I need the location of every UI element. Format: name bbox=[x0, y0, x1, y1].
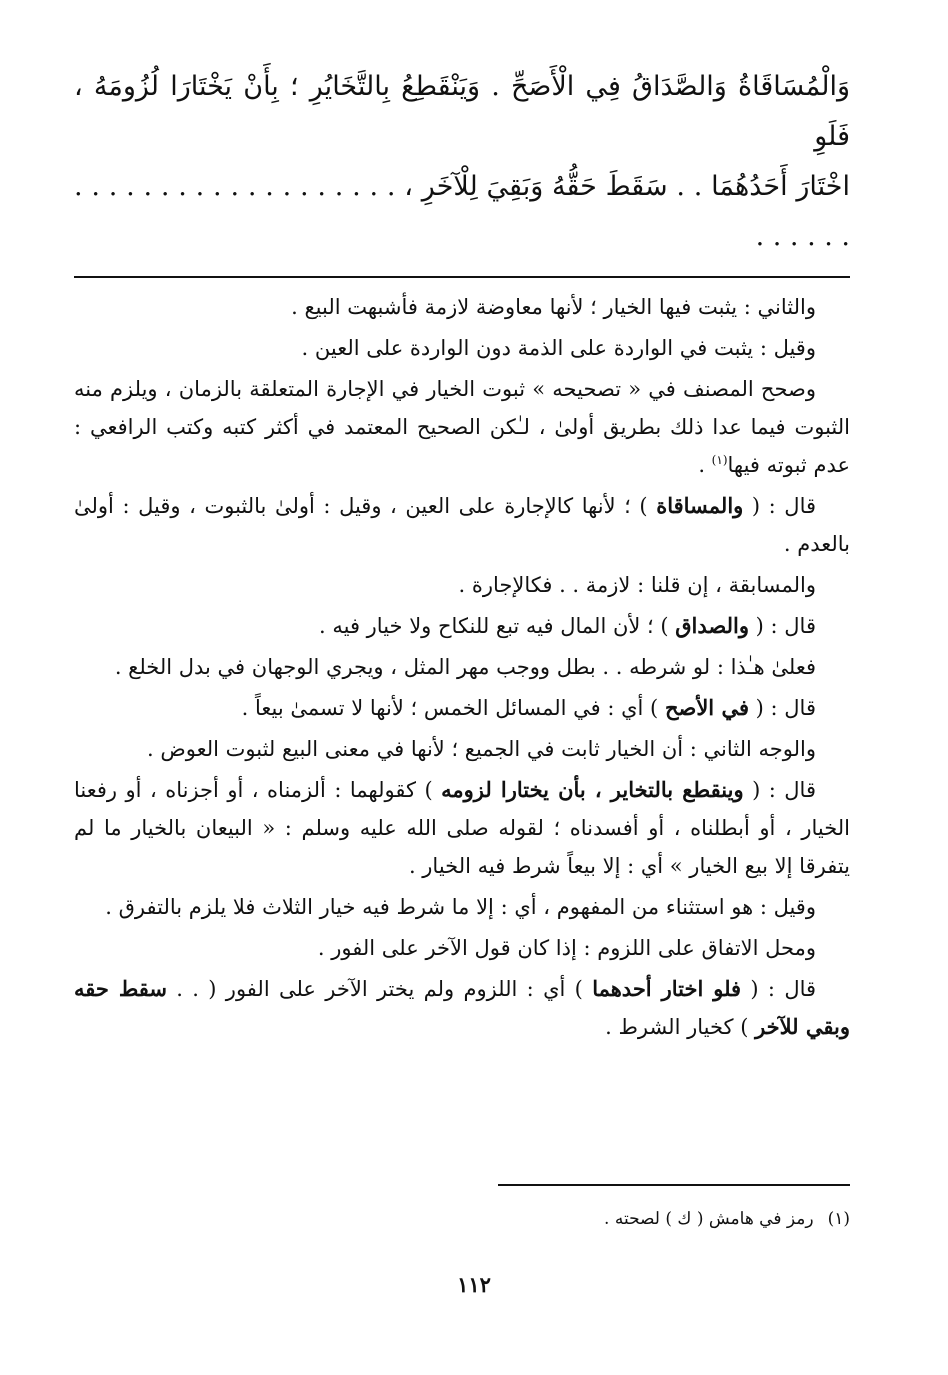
paragraph bbox=[74, 370, 850, 484]
paragraph: ومحل الاتفاق على اللزوم : إذا كان قول الآخر على الفور . bbox=[317, 936, 816, 960]
paragraph bbox=[74, 771, 850, 885]
paragraph-text: وصحح المصنف في « تصحيحه » ثبوت الخيار في الإجارة المتعلقة بالزمان ، ويلزم منه الثبوت فيما عدا ذلك بطريق أولىٰ ، لـٰكن الصحيح المعتمد في أكثر كتبه وكتب الرافعي : عدم ثبوته فيها bbox=[74, 377, 850, 477]
paragraph bbox=[74, 607, 850, 645]
quoted-matn: والصداق bbox=[675, 613, 749, 638]
matn-text bbox=[74, 62, 850, 262]
paragraph-end: ) كخيار الشرط . bbox=[605, 1015, 756, 1039]
footnote-text: رمز في هامش ( ك ) لصحته . bbox=[604, 1209, 814, 1229]
paragraph: والثاني : يثبت فيها الخيار ؛ لأنها معاوضة لازمة فأشبهت البيع . bbox=[291, 295, 816, 319]
matn-line-2-text: اخْتَارَ أَحَدُهُمَا . . سَقَطَ حَقُّهُ وَبَقِيَ لِلْآخَرِ ، bbox=[404, 171, 850, 202]
matn-divider bbox=[74, 276, 850, 278]
sharh-text bbox=[74, 288, 850, 1046]
paragraph-text: ) كقولهما : ألزمناه ، أو أجزناه ، أو رفعنا الخيار ، أو أبطلناه ، أو أفسدناه ؛ لقوله صلى الله عليه وسلم : « البيعان بالخيار ما لم يتفرقا إلا بيع الخيار » أي : إلا بيعاً شرط فيه الخيار . bbox=[74, 778, 850, 878]
page-number: ١١٢ bbox=[457, 1272, 491, 1297]
paragraph: وقيل : هو استثناء من المفهوم ، أي : إلا ما شرط فيه خيار الثلاث فلا يلزم بالتفرق . bbox=[105, 895, 816, 919]
paragraph-text: ) أي : في المسائل الخمس ؛ لأنها لا تسمىٰ بيعاً . bbox=[241, 696, 665, 720]
quoted-matn: فلو اختار أحدهما bbox=[592, 976, 742, 1001]
matn-dots: . . . . . . . . . . . . . . . . . . . . . . . . . bbox=[74, 171, 850, 252]
footnote bbox=[74, 1206, 850, 1232]
footnote-ref: (١) bbox=[711, 453, 728, 467]
paragraph-text: ) ؛ لأنها كالإجارة على العين ، وقيل : أولىٰ بالثبوت ، وقيل : أولىٰ بالعدم . bbox=[74, 494, 850, 556]
paragraph-text: ) أي : اللزوم ولم يختر الآخر على الفور ( . . bbox=[166, 977, 593, 1001]
page-body bbox=[74, 62, 850, 1229]
paragraph: والوجه الثاني : أن الخيار ثابت في الجميع ؛ لأنها في معنى البيع لثبوت العوض . bbox=[147, 737, 816, 761]
matn-line-2 bbox=[74, 162, 850, 262]
quote-open: قال : ( bbox=[743, 778, 816, 802]
quoted-matn: وينقطع بالتخاير ، بأن يختارا لزومه bbox=[441, 777, 744, 802]
quote-open: قال : ( bbox=[749, 614, 816, 638]
paragraph bbox=[74, 487, 850, 563]
quote-open: قال : ( bbox=[743, 494, 817, 518]
paragraph: والمسابقة ، إن قلنا : لازمة . . فكالإجارة . bbox=[458, 573, 816, 597]
paragraph-end: . bbox=[698, 453, 712, 477]
paragraph-text: ) ؛ لأن المال فيه تبع للنكاح ولا خيار فيه . bbox=[319, 614, 676, 638]
footnote-divider bbox=[498, 1184, 850, 1186]
matn-line-1: وَالْمُسَاقَاةُ وَالصَّدَاقُ فِي الْأَصَحِّ . وَيَنْقَطِعُ بِالتَّخَايُرِ ؛ بِأَنْ يَخْتَارَا لُزُومَهُ ، فَلَوِ bbox=[74, 71, 850, 152]
paragraph bbox=[74, 970, 850, 1046]
paragraph bbox=[74, 689, 850, 727]
quoted-matn: في الأصح bbox=[664, 695, 749, 720]
quote-open: قال : ( bbox=[749, 696, 816, 720]
quoted-matn: سقط حقه وبقي للآخر bbox=[74, 976, 850, 1039]
footnote-number: (١) bbox=[827, 1209, 850, 1229]
quote-open: قال : ( bbox=[741, 977, 817, 1001]
quoted-matn: والمساقاة bbox=[656, 493, 744, 518]
paragraph: فعلىٰ هـٰذا : لو شرطه . . بطل ووجب مهر المثل ، ويجري الوجهان في بدل الخلع . bbox=[114, 655, 816, 679]
paragraph: وقيل : يثبت في الواردة على الذمة دون الواردة على العين . bbox=[301, 336, 816, 360]
